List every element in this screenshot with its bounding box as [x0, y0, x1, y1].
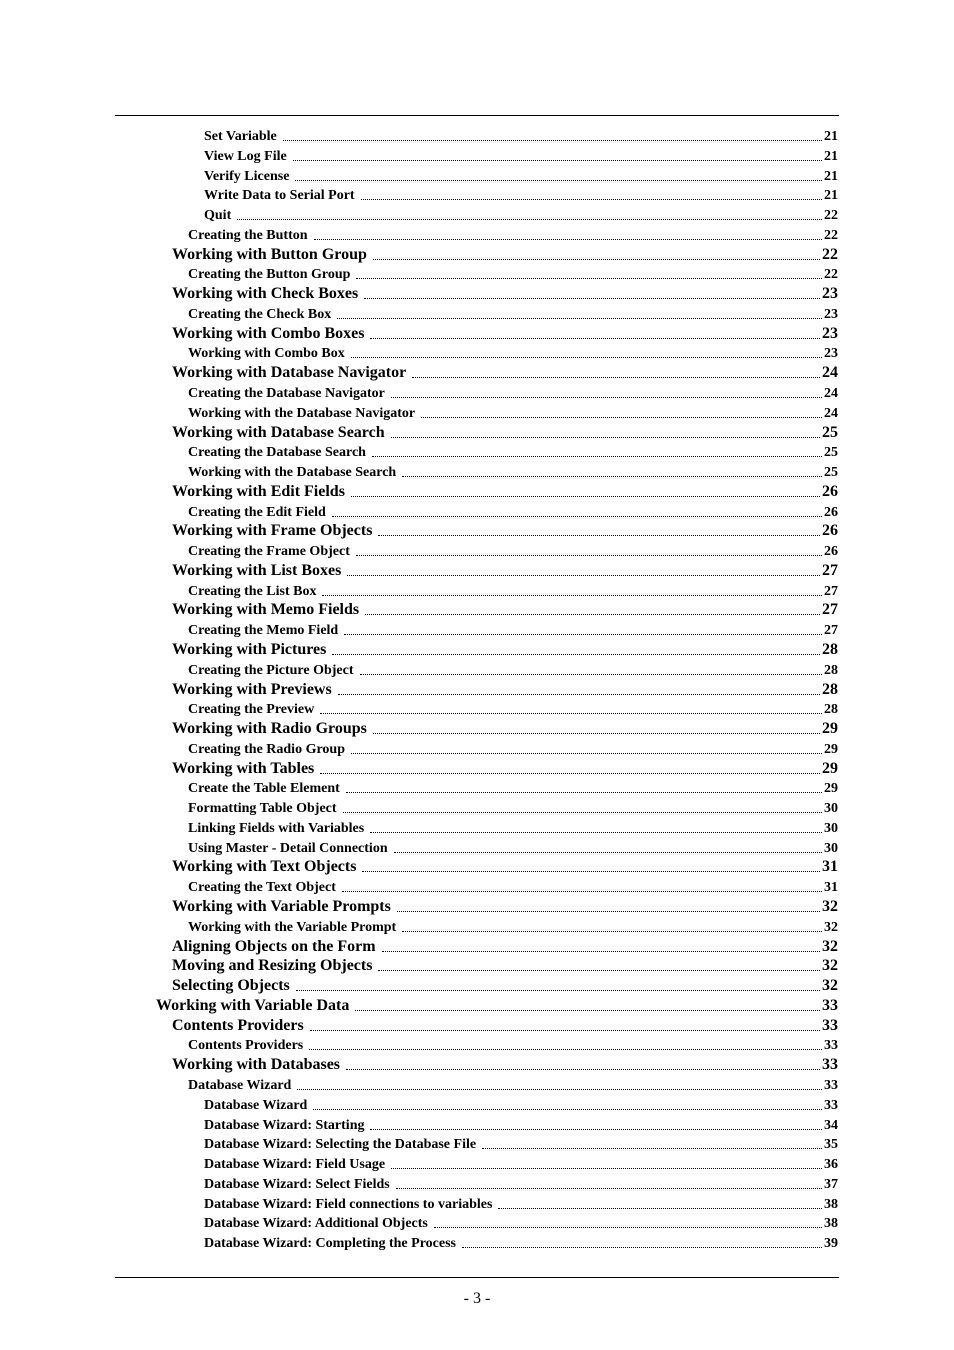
toc-entry-page: 26	[822, 482, 838, 500]
toc-dot-leader	[378, 970, 820, 971]
toc-dot-leader	[361, 199, 822, 200]
toc-entry[interactable]	[188, 621, 838, 639]
page-number: - 3 -	[463, 1290, 491, 1307]
toc-entry-page: 21	[824, 148, 838, 164]
toc-entry[interactable]	[188, 542, 838, 560]
toc-entry-page: 35	[824, 1137, 838, 1153]
toc-entry-page: 27	[824, 623, 838, 639]
toc-dot-leader	[342, 891, 822, 892]
toc-entry-title: Working with the Database Navigator	[188, 405, 416, 421]
toc-entry[interactable]	[188, 463, 838, 481]
toc-entry[interactable]	[204, 1175, 838, 1193]
toc-dot-leader	[402, 931, 822, 932]
toc-dot-leader	[351, 357, 822, 358]
toc-entry-title: Creating the Button	[188, 227, 308, 243]
toc-entry-title: View Log File	[204, 148, 287, 164]
toc-dot-leader	[355, 1010, 820, 1011]
toc-entry-page: 23	[822, 324, 838, 342]
toc-entry-title: Creating the Preview	[188, 702, 315, 718]
toc-dot-leader	[391, 397, 822, 398]
toc-entry-title: Creating the Database Navigator	[188, 386, 385, 401]
toc-entry-title: Working with the Variable Prompt	[188, 919, 397, 935]
toc-dot-leader	[373, 259, 820, 260]
toc-entry[interactable]	[172, 522, 838, 540]
toc-dot-leader	[356, 555, 822, 556]
toc-entry[interactable]	[188, 503, 838, 521]
toc-entry[interactable]	[188, 740, 838, 758]
toc-entry[interactable]	[204, 1214, 838, 1232]
toc-entry-page: 24	[824, 386, 838, 401]
toc-entry-page: 22	[824, 208, 838, 224]
toc-entry-page: 29	[824, 781, 838, 797]
toc-entry-page: 32	[822, 957, 838, 975]
toc-dot-leader	[295, 180, 822, 181]
toc-entry[interactable]	[172, 720, 838, 738]
toc-dot-leader	[293, 160, 822, 161]
toc-entry-page: 31	[822, 858, 838, 876]
toc-dot-leader	[297, 1089, 822, 1090]
toc-dot-leader	[356, 278, 822, 279]
toc-dot-leader	[320, 773, 820, 774]
toc-entry-title: Working with Frame Objects	[172, 522, 373, 540]
toc-entry-title: Working with Combo Boxes	[172, 324, 365, 342]
toc-dot-leader	[462, 1247, 822, 1248]
toc-entry-page: 31	[824, 880, 838, 896]
toc-entry[interactable]	[172, 760, 838, 778]
toc-entry-title: Working with Check Boxes	[172, 285, 359, 303]
toc-entry-page: 33	[824, 1038, 838, 1054]
toc-entry[interactable]	[204, 1234, 838, 1252]
toc-entry-title: Write Data to Serial Port	[204, 188, 355, 204]
toc-entry[interactable]	[188, 799, 838, 817]
toc-entry-page: 21	[824, 168, 838, 184]
toc-dot-leader	[346, 1069, 820, 1070]
toc-dot-leader	[434, 1227, 822, 1228]
toc-dot-leader	[309, 1049, 822, 1050]
toc-entry-title: Creating the Edit Field	[188, 504, 326, 520]
toc-entry[interactable]	[188, 226, 838, 244]
toc-entry-title: Working with List Boxes	[172, 561, 342, 579]
toc-dot-leader	[351, 496, 820, 497]
toc-entry[interactable]	[172, 325, 838, 343]
toc-entry-title: Linking Fields with Variables	[188, 820, 365, 836]
toc-entry-title: Creating the List Box	[188, 583, 317, 599]
toc-entry[interactable]	[172, 364, 838, 382]
toc-entry[interactable]	[204, 1155, 838, 1173]
toc-entry[interactable]	[204, 1135, 838, 1153]
toc-entry[interactable]	[204, 186, 838, 204]
toc-entry-title: Working with Databases	[172, 1056, 341, 1074]
toc-entry-page: 21	[824, 188, 838, 204]
toc-dot-leader	[370, 1129, 822, 1130]
toc-entry-title: Working with Tables	[172, 759, 315, 777]
toc-dot-leader	[498, 1208, 822, 1209]
toc-entry-page: 29	[824, 741, 838, 757]
toc-entry[interactable]	[188, 404, 838, 422]
toc-entry-page: 23	[824, 306, 838, 322]
toc-entry-title: Database Wizard: Selecting the Database File	[204, 1137, 477, 1153]
toc-dot-leader	[382, 951, 820, 952]
toc-entry-page: 22	[824, 227, 838, 243]
toc-entry-page: 21	[824, 129, 838, 144]
toc-entry-page: 30	[824, 801, 838, 817]
toc-entry[interactable]	[188, 344, 838, 362]
toc-entry-title: Create the Table Element	[188, 781, 340, 797]
toc-entry[interactable]	[172, 601, 838, 619]
toc-entry-title: Database Wizard: Select Fields	[204, 1176, 390, 1192]
toc-dot-leader	[332, 516, 822, 517]
toc-entry-title: Working with the Database Search	[188, 465, 397, 481]
toc-entry[interactable]	[204, 127, 838, 145]
toc-entry[interactable]	[172, 641, 838, 659]
toc-entry[interactable]	[172, 246, 838, 264]
toc-entry-page: 32	[822, 977, 838, 995]
toc-dot-leader	[362, 871, 820, 872]
toc-dot-leader	[332, 654, 820, 655]
toc-entry-title: Quit	[204, 208, 232, 224]
toc-entry-page: 25	[824, 445, 838, 461]
toc-entry-page: 32	[822, 937, 838, 955]
toc-dot-leader	[370, 338, 820, 339]
toc-entry[interactable]	[188, 384, 838, 402]
toc-dot-leader	[391, 437, 820, 438]
toc-entry[interactable]	[188, 918, 838, 936]
toc-entry[interactable]	[172, 957, 838, 975]
toc-entry-page: 25	[822, 423, 838, 441]
header-rule	[115, 115, 839, 116]
footer-rule	[115, 1277, 839, 1278]
toc-entry-title: Database Wizard: Starting	[204, 1117, 365, 1133]
toc-entry-page: 38	[824, 1196, 838, 1212]
toc-entry-page: 28	[822, 680, 838, 698]
toc-dot-leader	[394, 852, 822, 853]
toc-entry-title: Creating the Database Search	[188, 445, 366, 461]
toc-entry[interactable]	[188, 265, 838, 283]
toc-dot-leader	[412, 377, 820, 378]
toc-entry-page: 27	[822, 561, 838, 579]
toc-dot-leader	[397, 911, 820, 912]
toc-entry[interactable]	[204, 147, 838, 165]
toc-entry-title: Set Variable	[204, 129, 277, 144]
toc-entry-title: Using Master - Detail Connection	[188, 840, 388, 856]
toc-entry[interactable]	[172, 1017, 838, 1035]
toc-entry-title: Formatting Table Object	[188, 801, 337, 817]
toc-dot-leader	[351, 753, 822, 754]
toc-entry[interactable]	[172, 483, 838, 501]
toc-entry-title: Creating the Check Box	[188, 306, 332, 322]
toc-entry[interactable]	[188, 819, 838, 837]
toc-entry-page: 32	[824, 919, 838, 935]
toc-entry[interactable]	[188, 661, 838, 679]
toc-dot-leader	[421, 417, 822, 418]
toc-entry[interactable]	[172, 1056, 838, 1074]
toc-dot-leader	[343, 812, 822, 813]
toc-entry-page: 24	[824, 405, 838, 421]
toc-entry[interactable]	[172, 681, 838, 699]
toc-entry[interactable]	[172, 977, 838, 995]
toc-entry-title: Database Wizard: Additional Objects	[204, 1216, 428, 1232]
toc-entry[interactable]	[172, 898, 838, 916]
toc-entry[interactable]	[204, 1096, 838, 1114]
toc-entry-title: Database Wizard: Field connections to variables	[204, 1196, 493, 1212]
toc-entry[interactable]	[188, 443, 838, 461]
toc-entry-page: 32	[822, 898, 838, 916]
toc-entry-title: Working with Previews	[172, 680, 332, 698]
toc-entry-page: 30	[824, 820, 838, 836]
toc-entry-title: Working with Variable Prompts	[172, 898, 391, 916]
toc-entry-title: Working with Edit Fields	[172, 482, 345, 500]
toc-entry[interactable]	[172, 562, 838, 580]
toc-dot-leader	[322, 595, 822, 596]
toc-entry-page: 30	[824, 840, 838, 856]
toc-dot-leader	[402, 476, 822, 477]
toc-entry-page: 38	[824, 1216, 838, 1232]
toc-entry-page: 25	[824, 465, 838, 481]
toc-entry-page: 26	[822, 522, 838, 540]
toc-entry-title: Database Wizard	[204, 1097, 308, 1113]
toc-entry[interactable]	[188, 1036, 838, 1054]
toc-entry[interactable]	[188, 839, 838, 857]
toc-entry-title: Working with Combo Box	[188, 346, 345, 362]
toc-entry-title: Contents Providers	[172, 1016, 304, 1034]
toc-entry[interactable]	[172, 858, 838, 876]
toc-dot-leader	[364, 298, 820, 299]
toc-entry-title: Working with Radio Groups	[172, 720, 367, 738]
toc-dot-leader	[370, 832, 822, 833]
toc-entry-page: 22	[822, 245, 838, 263]
toc-dot-leader	[347, 575, 820, 576]
toc-entry-title: Working with Database Search	[172, 423, 385, 441]
toc-dot-leader	[378, 535, 820, 536]
toc-entry-page: 23	[822, 285, 838, 303]
toc-entry[interactable]	[188, 878, 838, 896]
toc-entry-page: 33	[822, 1016, 838, 1034]
toc-entry[interactable]	[188, 779, 838, 797]
toc-entry-title: Creating the Button Group	[188, 267, 351, 283]
toc-entry-title: Working with Variable Data	[156, 996, 350, 1014]
toc-entry-title: Working with Database Navigator	[172, 364, 407, 382]
toc-dot-leader	[337, 318, 822, 319]
toc-entry[interactable]	[156, 997, 838, 1015]
toc-entry-page: 37	[824, 1176, 838, 1192]
toc-entry-title: Creating the Radio Group	[188, 741, 345, 757]
toc-entry[interactable]	[204, 1116, 838, 1134]
toc-dot-leader	[365, 614, 820, 615]
toc-dot-leader	[338, 694, 820, 695]
toc-entry[interactable]	[188, 305, 838, 323]
toc-entry-title: Working with Memo Fields	[172, 601, 360, 619]
toc-entry-title: Selecting Objects	[172, 977, 290, 995]
toc-entry-page: 26	[824, 504, 838, 520]
toc-entry-title: Database Wizard	[188, 1077, 292, 1093]
toc-dot-leader	[346, 792, 822, 793]
toc-dot-leader	[360, 674, 823, 675]
toc-entry-page: 28	[822, 641, 838, 659]
toc-entry[interactable]	[188, 582, 838, 600]
toc-entry-title: Aligning Objects on the Form	[172, 937, 376, 955]
toc-entry-page: 39	[824, 1236, 838, 1252]
toc-entry-title: Working with Pictures	[172, 641, 327, 659]
toc-entry-page: 34	[824, 1117, 838, 1133]
toc-dot-leader	[396, 1188, 822, 1189]
toc-dot-leader	[313, 1109, 822, 1110]
toc-entry-title: Creating the Picture Object	[188, 662, 354, 678]
toc-entry-page: 33	[824, 1077, 838, 1093]
toc-entry-page: 36	[824, 1157, 838, 1173]
toc-dot-leader	[296, 990, 820, 991]
toc-entry-title: Database Wizard: Completing the Process	[204, 1236, 456, 1252]
toc-dot-leader	[391, 1168, 822, 1169]
toc-dot-leader	[314, 239, 822, 240]
toc-dot-leader	[482, 1148, 822, 1149]
toc-entry[interactable]	[172, 424, 838, 442]
toc-dot-leader	[320, 713, 822, 714]
toc-entry-page: 28	[824, 702, 838, 718]
toc-entry-page: 29	[822, 720, 838, 738]
toc-entry-page: 23	[824, 346, 838, 362]
toc-entry-title: Creating the Memo Field	[188, 623, 339, 639]
toc-entry-page: 28	[824, 662, 838, 678]
toc-entry[interactable]	[204, 1195, 838, 1213]
toc-entry[interactable]	[188, 1076, 838, 1094]
toc-entry-page: 29	[822, 759, 838, 777]
toc-dot-leader	[372, 456, 822, 457]
toc-entry-page: 33	[822, 1056, 838, 1074]
toc-entry[interactable]	[172, 285, 838, 303]
toc-entry-title: Database Wizard: Field Usage	[204, 1157, 386, 1173]
toc-entry[interactable]	[204, 167, 838, 185]
toc-entry-page: 26	[824, 544, 838, 560]
toc-dot-leader	[310, 1030, 820, 1031]
toc-entry-title: Moving and Resizing Objects	[172, 957, 373, 975]
toc-dot-leader	[237, 219, 822, 220]
toc-entry[interactable]	[188, 700, 838, 718]
toc-entry-title: Working with Button Group	[172, 245, 367, 263]
toc-entry-title: Creating the Text Object	[188, 880, 336, 896]
toc-entry-page: 27	[824, 583, 838, 599]
toc-dot-leader	[283, 140, 822, 141]
toc-entry[interactable]	[204, 206, 838, 224]
toc-entry-title: Working with Text Objects	[172, 858, 357, 876]
toc-dot-leader	[373, 733, 820, 734]
toc-entry-title: Verify License	[204, 168, 290, 184]
toc-entry-page: 22	[824, 267, 838, 283]
toc-entry-page: 24	[822, 364, 838, 382]
toc-entry[interactable]	[172, 938, 838, 956]
toc-dot-leader	[344, 634, 822, 635]
toc-entry-page: 27	[822, 601, 838, 619]
toc-entry-title: Creating the Frame Object	[188, 544, 350, 560]
toc-entry-page: 33	[824, 1097, 838, 1113]
toc-entry-title: Contents Providers	[188, 1038, 304, 1054]
toc-entry-page: 33	[822, 996, 838, 1014]
